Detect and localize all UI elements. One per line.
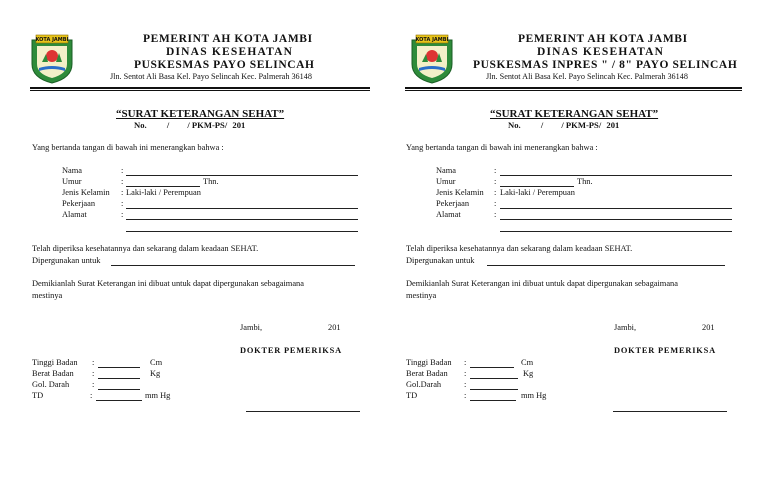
document-number: No. / / PKM-PS/ 201 [134, 120, 246, 130]
document-title: “SURAT KETERANGAN SEHAT” [116, 108, 285, 120]
field-td-line[interactable] [96, 400, 142, 401]
header-department: DINAS KESEHATAN [166, 46, 294, 58]
field-alamat-line-2[interactable] [500, 231, 732, 232]
colon: : [121, 188, 124, 197]
colon: : [92, 369, 95, 378]
field-pekerjaan-line[interactable] [126, 208, 358, 209]
colon: : [494, 188, 497, 197]
closing-text: Demikianlah Surat Keterangan ini dibuat untuk dapat dipergunakan sebagaimana [406, 279, 678, 288]
colon: : [494, 177, 497, 186]
td-unit: mm Hg [145, 391, 171, 400]
header-clinic: PUSKESMAS INPRES " / 8" PAYO SELINCAH [473, 59, 738, 71]
label-td: TD [406, 391, 418, 400]
city-emblem-icon [410, 34, 454, 84]
field-height-line[interactable] [98, 367, 140, 368]
label-umur: Umur [62, 177, 82, 186]
label-alamat: Alamat [62, 210, 87, 219]
label-td: TD [32, 391, 44, 400]
header-divider [30, 87, 370, 89]
jenis-kelamin-options[interactable]: Laki-laki / Perempuan [126, 188, 201, 197]
label-weight: Berat Badan [406, 369, 448, 378]
closing-text: Demikianlah Surat Keterangan ini dibuat untuk dapat dipergunakan sebagaimana [32, 279, 304, 288]
exam-text: Telah diperiksa kesehatannya dan sekarang dalam keadaan SEHAT. [406, 244, 633, 253]
label-jenis-kelamin: Jenis Kelamin [436, 188, 484, 197]
header-clinic: PUSKESMAS PAYO SELINCAH [134, 59, 315, 71]
header-divider-thin [30, 90, 370, 91]
document-number: No. / / PKM-PS/ 201 [508, 120, 620, 130]
purpose-label: Dipergunakan untuk [406, 256, 475, 265]
colon: : [92, 358, 95, 367]
label-height: Tinggi Badan [32, 358, 78, 367]
signing-year: 201 [328, 323, 341, 332]
emblem-label: KOTA JAMBI [35, 37, 69, 44]
doctor-signature-line[interactable] [246, 411, 360, 412]
field-pekerjaan-line[interactable] [500, 208, 732, 209]
document-title: “SURAT KETERANGAN SEHAT” [490, 108, 659, 120]
intro-text: Yang bertanda tangan di bawah ini menerangkan bahwa : [406, 143, 598, 152]
label-blood-type: Gol. Darah [32, 380, 70, 389]
colon: : [494, 199, 497, 208]
field-blood-line[interactable] [98, 389, 140, 390]
colon: : [464, 369, 467, 378]
header-department: DINAS KESEHATAN [537, 46, 665, 58]
doctor-title: DOKTER PEMERIKSA [240, 346, 342, 355]
field-purpose-line[interactable] [487, 265, 725, 266]
field-blood-line[interactable] [470, 389, 518, 390]
label-umur: Umur [436, 177, 456, 186]
field-weight-line[interactable] [98, 378, 140, 379]
purpose-label: Dipergunakan untuk [32, 256, 101, 265]
weight-unit: Kg [523, 369, 534, 378]
label-weight: Berat Badan [32, 369, 74, 378]
field-nama-line[interactable] [500, 175, 732, 176]
label-pekerjaan: Pekerjaan [436, 199, 470, 208]
umur-unit: Thn. [577, 177, 593, 186]
header-government: PEMERINT AH KOTA JAMBI [143, 33, 313, 45]
colon: : [464, 358, 467, 367]
emblem-label: KOTA JAMBI [415, 37, 449, 44]
header-divider [405, 87, 742, 89]
label-nama: Nama [62, 166, 82, 175]
colon: : [90, 391, 93, 400]
certificate-form-right [380, 0, 764, 503]
field-nama-line[interactable] [126, 175, 358, 176]
colon: : [494, 166, 497, 175]
jenis-kelamin-options[interactable]: Laki-laki / Perempuan [500, 188, 575, 197]
umur-unit: Thn. [203, 177, 219, 186]
field-weight-line[interactable] [470, 378, 518, 379]
exam-text: Telah diperiksa kesehatannya dan sekarang dalam keadaan SEHAT. [32, 244, 259, 253]
field-height-line[interactable] [470, 367, 514, 368]
label-alamat: Alamat [436, 210, 461, 219]
header-divider-thin [405, 90, 742, 91]
field-purpose-line[interactable] [111, 265, 355, 266]
doctor-title: DOKTER PEMERIKSA [614, 346, 716, 355]
field-alamat-line[interactable] [500, 219, 732, 220]
field-alamat-line[interactable] [126, 219, 358, 220]
header-address: Jln. Sentot Ali Basa Kel. Payo Selincah Kec. Palmerah 36148 [486, 72, 688, 81]
field-td-line[interactable] [470, 400, 516, 401]
colon: : [121, 177, 124, 186]
label-pekerjaan: Pekerjaan [62, 199, 96, 208]
height-unit: Cm [521, 358, 534, 367]
field-alamat-line-2[interactable] [126, 231, 358, 232]
colon: : [464, 380, 467, 389]
place: Jambi, [614, 323, 637, 332]
colon: : [121, 210, 124, 219]
label-height: Tinggi Badan [406, 358, 452, 367]
signing-year: 201 [702, 323, 715, 332]
closing-text-2: mestinya [32, 291, 63, 300]
header-government: PEMERINT AH KOTA JAMBI [518, 33, 688, 45]
field-umur-line[interactable] [500, 186, 574, 187]
label-jenis-kelamin: Jenis Kelamin [62, 188, 110, 197]
field-umur-line[interactable] [126, 186, 200, 187]
weight-unit: Kg [150, 369, 161, 378]
height-unit: Cm [150, 358, 163, 367]
closing-text-2: mestinya [406, 291, 437, 300]
colon: : [121, 166, 124, 175]
colon: : [92, 380, 95, 389]
place: Jambi, [240, 323, 263, 332]
label-nama: Nama [436, 166, 456, 175]
colon: : [121, 199, 124, 208]
colon: : [494, 210, 497, 219]
doctor-signature-line[interactable] [613, 411, 727, 412]
intro-text: Yang bertanda tangan di bawah ini menerangkan bahwa : [32, 143, 224, 152]
header-address: Jln. Sentot Ali Basa Kel. Payo Selincah Kec. Palmerah 36148 [110, 72, 312, 81]
td-unit: mm Hg [521, 391, 547, 400]
label-blood-type: Gol.Darah [406, 380, 442, 389]
colon: : [464, 391, 467, 400]
city-emblem-icon [30, 34, 74, 84]
